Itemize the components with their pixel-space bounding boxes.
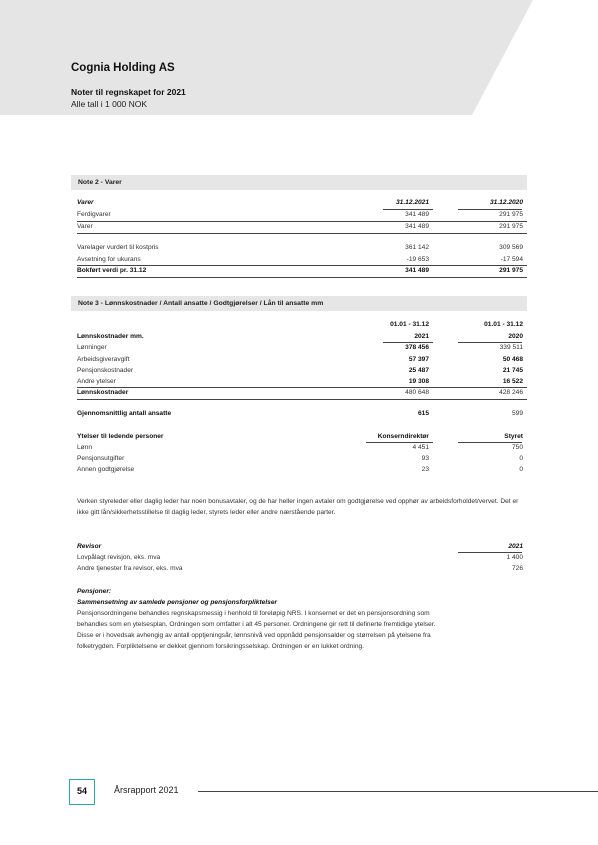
table-row: Varelager vurdert til kostpris 361 142 309 569: [77, 244, 523, 251]
note2-col-label: Varer: [77, 199, 94, 206]
table-row: Annen godtgjørelse 23 0: [77, 466, 523, 473]
page-number: 54: [69, 779, 95, 805]
page-subtitle: Noter til regnskapet for 2021: [71, 87, 186, 97]
note2-col-2021: 31.12.2021: [395, 199, 429, 206]
note3-header-row: Lønnskostnader mm. 2021 2020: [77, 333, 523, 340]
note3-period-row: 01.01 - 31.12 01.01 - 31.12: [390, 321, 523, 328]
rule: [77, 399, 527, 400]
table-total-row: Lønnskostnader 480 648 428 246: [77, 389, 523, 396]
pension-heading: Pensjoner:: [77, 588, 112, 595]
footer-rule: [198, 791, 598, 792]
table-row: Avsetning for ukurans -19 653 -17 594: [77, 256, 523, 263]
table-row: Lønninger 378 456 339 511: [77, 344, 523, 351]
pension-line: Disse er i hovedsak avhengig av antall opptjeningsår, lønnsnivå ved oppnådd pensjonsalder og størrelsen på ytelsene fra: [77, 632, 431, 639]
table-row: Pensjonsutgifter 93 0: [77, 455, 523, 462]
rule: [77, 277, 527, 278]
table-row: Andre tjenester fra revisor, eks. mva 726: [77, 565, 523, 572]
report-title: Årsrapport 2021: [114, 785, 179, 795]
note3-paragraph: Verken styreleder eller daglig leder har noen bonusavtaler, og de har heller ingen avtaler om godtgjørelse ved opphør av arbeidsforholdet/vervet. Det er ikke gitt lån/sikkerhetsstillelse til daglig leder, styrets leder eller andre nærstående parter.: [77, 498, 519, 516]
note2-col-2020: 31.12.2020: [489, 199, 523, 206]
unit-note: Alle tall i 1 000 NOK: [71, 99, 148, 109]
rule: [77, 233, 527, 234]
table-total-row: Bokført verdi pr. 31.12 341 489 291 975: [77, 267, 523, 274]
pension-line: folketrygden. Forpliktelsene er dekket gjennom forsikringsselskap. Ordningen er en lukket ordning.: [77, 643, 364, 650]
employees-row: Gjennomsnittlig antall ansatte 615 599: [77, 410, 523, 417]
table-row: Pensjonskostnader 25 487 21 745: [77, 367, 523, 374]
note2-header-row: [77, 198, 527, 208]
note2-title-bar: Note 2 - Varer: [71, 175, 527, 190]
note3-title-bar: Note 3 - Lønnskostnader / Antall ansatte / Godtgjørelser / Lån til ansatte mm: [71, 296, 527, 311]
header-band: [0, 0, 598, 115]
table-row: Lønn 4 451 750: [77, 444, 523, 451]
pension-line: Pensjonsordningene behandles regnskapsmessig i henhold til foreløpig NRS. I konsernet er det en pensjonsordning som: [77, 610, 430, 617]
pension-subheading: Sammensetning av samlede pensjoner og pensjonsforpliktelser: [77, 599, 278, 606]
revisor-header-row: Revisor 2021: [77, 543, 523, 550]
company-name: Cognia Holding AS: [71, 62, 175, 74]
table-row: Arbeidsgiveravgift 57 397 50 468: [77, 356, 523, 363]
ytelser-header-row: Ytelser til ledende personer Konserndirektør Styret: [77, 433, 523, 440]
table-row: Andre ytelser 19 308 16 522: [77, 378, 523, 385]
table-row: Lovpålagt revisjon, eks. mva 1 400: [77, 554, 523, 561]
table-row: Ferdigvarer 341 489 291 975: [77, 211, 523, 218]
pension-line: behandles som en ytelsesplan. Ordningen som omfatter i alt 45 personer. Ordningene gir rett til definerte fremtidige ytelser.: [77, 621, 436, 628]
table-row: Varer 341 489 291 975: [77, 223, 523, 230]
